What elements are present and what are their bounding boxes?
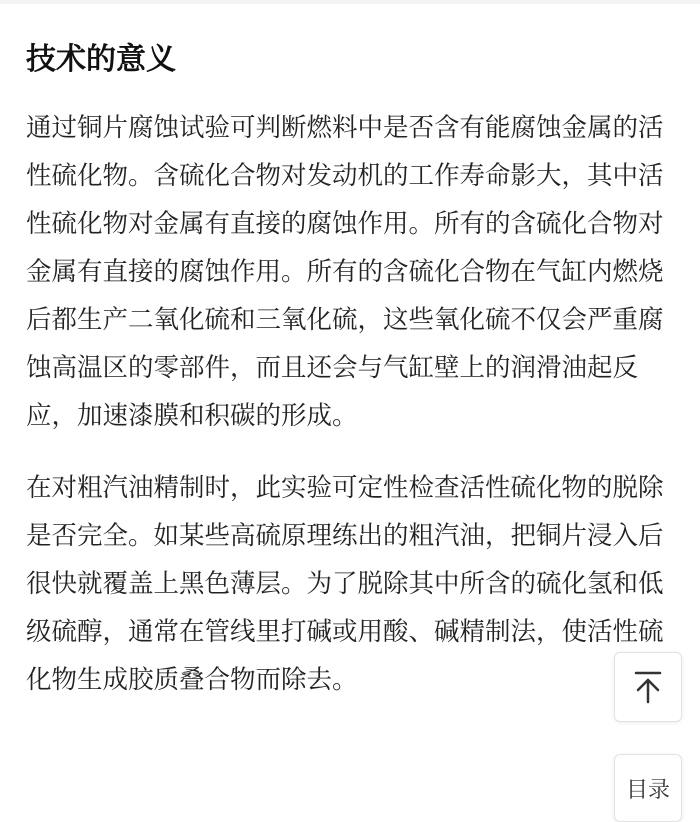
section-title: 技术的意义 [26, 42, 176, 77]
arrow-up-to-line-icon [632, 670, 664, 704]
table-of-contents-button[interactable] [614, 754, 682, 822]
article-section [26, 36, 676, 704]
article-paragraph: 在对粗汽油精制时，此实验可定性检查活性硫化物的脱除是否完全。如某些高硫原理练出的粗汽油，把铜片浸入后很快就覆盖上黑色薄层。为了脱除其中所含的硫化氢和低级硫醇，通常在管线里打碱或用酸、碱精制法，使活性硫化物生成胶质叠合物而除去。 [26, 473, 664, 695]
article-paragraph: 通过铜片腐蚀试验可判断燃料中是否含有能腐蚀金属的活性硫化物。含硫化合物对发动机的工作寿命影大，其中活性硫化物对金属有直接的腐蚀作用。所有的含硫化合物对金属有直接的腐蚀作用。所有的含硫化合物在气缸内燃烧后都生产二氧化硫和三氧化硫，这些氧化硫不仅会严重腐蚀高温区的零部件，而且还会与气缸壁上的润滑油起反应，加速漆膜和积碳的形成。 [26, 113, 664, 431]
toc-button-label: 目录 [625, 777, 670, 803]
back-to-top-button[interactable] [614, 652, 682, 722]
top-divider [0, 0, 700, 4]
